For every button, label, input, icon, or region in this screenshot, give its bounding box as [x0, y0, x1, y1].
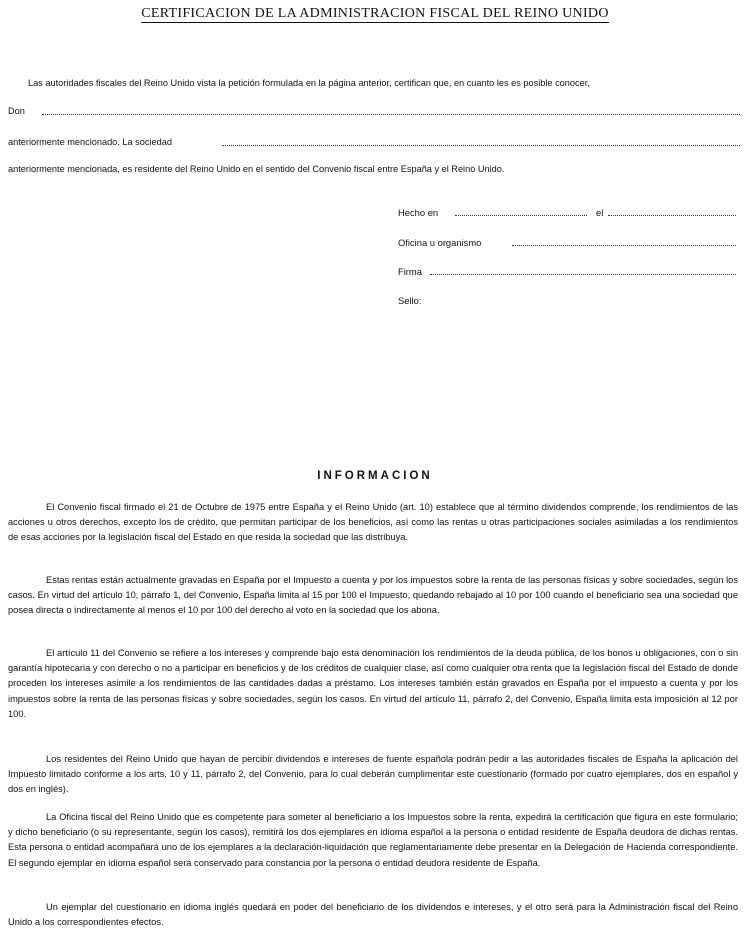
- firma-label: Firma: [398, 266, 422, 277]
- paragraph: El Convenio fiscal firmado el 21 de Octubre de 1975 entre España y el Reino Unido (art. 10) establece que al término dividendos comprende, los rendimientos de las acciones u otros derechos, excepto los de crédito, que permitan participar de los beneficios, así como las rentas u otras participaciones sociales asimiladas a los rendimientos de esas acciones por la legislación fiscal del Estado en que resida la sociedad que las distribuya.: [8, 502, 738, 543]
- oficina-field[interactable]: [512, 244, 736, 246]
- hecho-en-field[interactable]: [455, 214, 587, 216]
- intro-text: Las autoridades fiscales del Reino Unido vista la petición formulada en la página anterior, certifican que, en cuanto les es posible conocer,: [28, 78, 590, 88]
- firma-field[interactable]: [430, 273, 736, 275]
- document-title: CERTIFICACION DE LA ADMINISTRACION FISCAL DEL REINO UNIDO: [141, 6, 609, 21]
- section-title: INFORMACION: [317, 470, 433, 482]
- el-label: el: [596, 207, 604, 218]
- fecha-field[interactable]: [608, 214, 736, 216]
- paragraph: Estas rentas están actualmente gravadas en España por el Impuesto a cuenta y por los impuestos sobre la renta de las personas físicas y sobre sociedades, según los casos. En virtud del artículo 10, párrafo 1, del Convenio, España limita al 15 por 100 el Impuesto, quedando rebajado al 10 por 100 cuando el beneficiario sea una sociedad que posea directa o indirectamente al menos el 10 por 100 del derecho al voto en la sociedad que los abona.: [8, 575, 738, 616]
- paragraph: Un ejemplar del cuestionario en idioma inglés quedará en poder del beneficiario de los dividendos e intereses, y el otro será para la Administración fiscal del Reino Unido a los correspondientes efectos.: [8, 902, 738, 928]
- residente-text: anteriormente mencionada, es residente del Reino Unido en el sentido del Convenio fiscal entre España y el Reino Unido.: [8, 164, 505, 174]
- paragraph: La Oficina fiscal del Reino Unido que es competente para someter al beneficiario a los Impuestos sobre la renta, expedirá la certificación que figura en este formulario; y dicho beneficiario (o su representante, según los casos), remitirá los dos ejemplares en idioma español a la persona o entidad residente de España deudora de dichas rentas. Esta persona o entidad acompañará uno de los ejemplares a la declaración-liquidación que reglamentariamente debe presentar en la Delegación de Hacienda correspondiente. El segundo ejemplar en idioma español será conservado para constancia por la persona o entidad deudora residente de España.: [8, 812, 738, 868]
- paragraph: El artículo 11 del Convenio se refiere a los intereses y comprende bajo esta denominación los rendimientos de la deuda pública, de los bonos u obligaciones, con o sin garantía hipotecaria y con derecho o no a participar en beneficios y de los créditos de cualquier clase, así como cualquier otra renta que la legislación fiscal del Estado de donde proceden los intereses asimile a los rendimientos de las cantidades dadas a préstamo. Los intereses también están gravados en España por el impuesto a cuenta y por los impuestos sobre la renta de las personas físicas y sobre sociedades, según los casos. En virtud del artículo 11, párrafo 2, del Convenio, España limita esta imposición al 12 por 100.: [8, 648, 738, 719]
- sello-label: Sello:: [398, 295, 422, 306]
- sociedad-label: anteriormente mencionado. La sociedad: [8, 137, 172, 147]
- don-label: Don: [8, 106, 25, 116]
- oficina-label: Oficina u organismo: [398, 237, 482, 248]
- paragraph: Los residentes del Reino Unido que hayan de percibir dividendos e intereses de fuente española podrán pedir a las autoridades fiscales de España la aplicación del Impuesto limitado conforme a los arts. 10 y 11, párrafo 2, del Convenio, para lo cual deberán cumplimentar este cuestionario (formado por cuatro ejemplares, dos en español y dos en inglés).: [8, 754, 738, 795]
- don-field[interactable]: [42, 113, 740, 115]
- sociedad-field[interactable]: [222, 144, 740, 146]
- hecho-en-label: Hecho en: [398, 207, 439, 218]
